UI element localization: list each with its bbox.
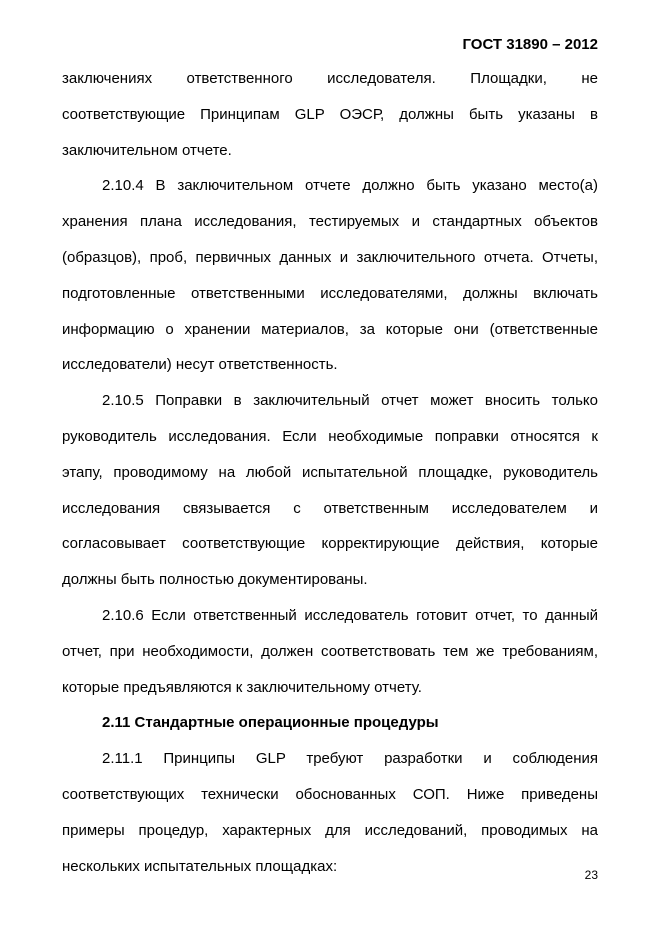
page-number: 23 [584, 868, 598, 882]
section-heading-2-11: 2.11 Стандартные операционные процедуры [102, 714, 439, 732]
document-body [62, 61, 598, 884]
paragraph-continuation: заключениях ответственного исследователя. Площадки, не соответствующие Принципам GLP ОЭСР, должны быть указаны в заключительном отчете. [62, 70, 598, 159]
paragraph-2-11-1: 2.11.1 Принципы GLP требуют разработки и соблюдения соответствующих технически обоснованных СОП. Ниже приведены примеры процедур, характерных для исследований, проводимых на нескольких испытательных площадках: [62, 750, 598, 875]
document-header: ГОСТ 31890 – 2012 [462, 36, 598, 53]
paragraph-2-10-6: 2.10.6 Если ответственный исследователь готовит отчет, то данный отчет, при необходимости, должен соответствовать тем же требованиям, которые предъявляются к заключительному отчету. [62, 606, 598, 696]
paragraph-2-10-4: 2.10.4 В заключительном отчете должно быть указано место(а) хранения плана исследования, тестируемых и стандартных объектов (образцов), проб, первичных данных и заключительного отчета. Отчеты, подготовленные ответственными исследователями, должны включать информацию о хранении материалов, за которые они (ответственные исследователи) несут ответственность. [62, 177, 598, 374]
paragraph-2-10-5: 2.10.5 Поправки в заключительный отчет может вносить только руководитель исследования. Если необходимые поправки относятся к этапу, проводимому на любой испытательной площадке, руководитель исследования связывается с ответственным исследователем и согласовывает соответствующие корректирующие действия, которые должны быть полностью документированы. [62, 392, 598, 589]
